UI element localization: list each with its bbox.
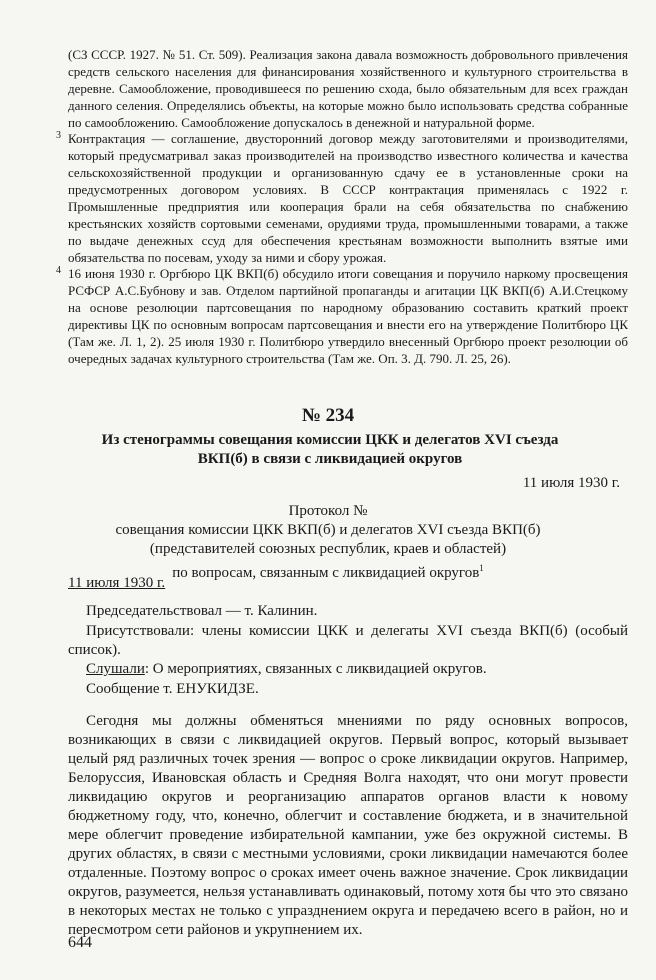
footnote-3-number: 3 — [56, 130, 61, 141]
protocol-line-4-text: по вопросам, связанным с ликвидацией округов — [172, 565, 480, 581]
protocol-line-2: совещания комиссии ЦКК ВКП(б) и делегатов XVI съезда ВКП(б) — [115, 522, 541, 538]
heard-line — [68, 660, 628, 679]
footnote-3-text: Контрактация — соглашение, двусторонний договор между заготовителями и производителями, который предусматривал заказ производителей на производство известного количества и качества сельскохозяйственной продукции и организованную сдачу ее в установленные сроки на предусмотренных договором условиях. В СССР контрактация применялась с 1922 г. Промышленные предприятия или кооперация брали на себя обязательства по снабжению крестьянских хозяйств сортовыми семенами, орудиями труда, промышленными товарами, а также по выдаче денежных ссуд для обеспечения крестьянам возможности выполнить взятые ими обязательства по посевам, уходу за ними и сбору урожая. — [68, 131, 628, 265]
protocol-footnote-mark: 1 — [479, 563, 484, 573]
footnote-4-text: 16 июня 1930 г. Оргбюро ЦК ВКП(б) обсудило итоги совещания и поручило наркому просвещения РСФСР А.С.Бубнову и зав. Отделом партийной пропаганды и агитации ЦК ВКП(б) А.И.Стецкому на основе резолюции партсовещания по народному образованию составить краткий проект директивы ЦК по основным вопросам партсовещания и внести его на утверждение Политбюро ЦК (Там же. Л. 1, 2). 25 июля 1930 г. Политбюро утвердило внесенный Оргбюро проект резолюции об очередных задачах культурного строительства (Там же. Оп. 3. Д. 790. Л. 25, 26). — [68, 266, 628, 366]
footnote-4-number: 4 — [56, 265, 61, 276]
page-number: 644 — [68, 934, 92, 951]
heard-label: Слушали — [86, 661, 145, 677]
report-line: Сообщение т. ЕНУКИДЗЕ. — [86, 681, 259, 697]
footnote-3 — [56, 130, 628, 266]
document-title: Из стенограммы совещания комиссии ЦКК и делегатов XVI съезда ВКП(б) в связи с ликвидацией округов — [101, 432, 559, 467]
protocol-line-1: Протокол № — [288, 503, 368, 519]
protocol-header — [60, 502, 596, 583]
present-line: Присутствовали: члены комиссии ЦКК и делегаты XVI съезда ВКП(б) (особый список). — [68, 623, 628, 658]
chaired-line: Председательствовал — т. Калинин. — [86, 603, 318, 619]
protocol-line-3: (представителей союзных республик, краев и областей) — [149, 541, 507, 557]
protocol-date: 11 июля 1930 г. — [68, 575, 166, 591]
heard-text: : О мероприятиях, связанных с ликвидацией округов. — [144, 661, 487, 677]
body-paragraph: Сегодня мы должны обменяться мнениями по ряду основных вопросов, возникающих в связи с ликвидацией округов. Первый вопрос, который вызывает целый ряд различных точек зрения — вопрос о сроке ликвидации округов. Например, Белоруссия, Ивановская область и Средняя Волга находят, что они могут провести ликвидацию округов и реорганизацию аппаратов органов власти к новому бюджетному году, что, конечно, облегчит и составление бюджета, и в значительной мере облегчит проведение избирательной кампании, уже без окружной системы. В других областях, в связи с местными условиями, сроки ликвидации намечаются более отдаленные. Поэтому вопрос о сроках имеет очень важное значение. Срок ликвидации округов, разумеется, нельзя устанавливать одинаковый, потому хотя бы что это связано в некоторых местах не только с упразднением округа и передачею всего в район, но и пересмотром сети районов и укрупнением их. — [68, 713, 628, 938]
footnote-4 — [56, 265, 628, 367]
footnote-continuation: (СЗ СССР. 1927. № 51. Ст. 509). Реализация закона давала возможность добровольного привлечения средств сельского населения для финансирования хозяйственного и культурного строительства в деревне. Самообложение, проводившееся по решению схода, было обязательным для всех граждан данного селения. Определялись объекты, на которые можно было использовать средства собранные по самообложению. Самообложение допускалось в денежной и натуральной форме. — [68, 47, 628, 130]
document-number: № 234 — [301, 405, 355, 426]
document-date: 11 июля 1930 г. — [522, 475, 620, 491]
